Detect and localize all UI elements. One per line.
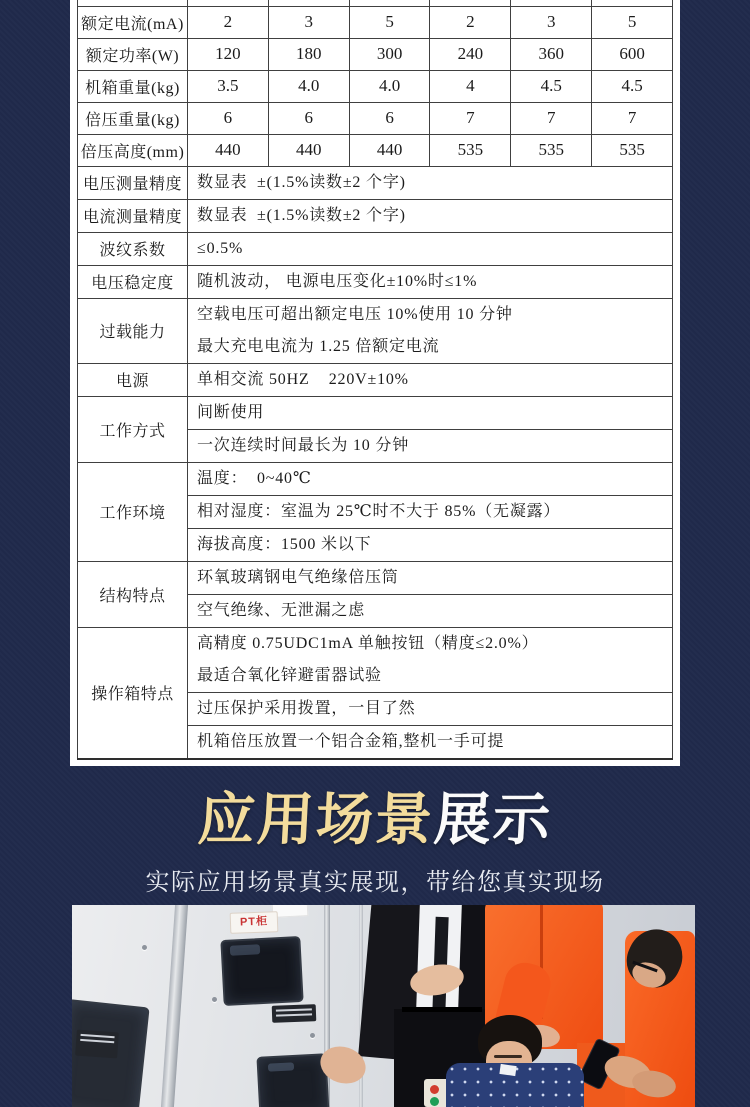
- spec-row-label: 工作方式: [78, 396, 188, 462]
- spec-detail-cell: [188, 199, 673, 232]
- spec-detail-subcell: [188, 562, 672, 594]
- spec-value-cell: 535: [511, 134, 592, 166]
- cabinet-screw: [310, 1033, 315, 1038]
- spec-detail-line: 最大充电电流为 1.25 倍额定电流: [197, 337, 440, 355]
- section-title: [0, 788, 750, 852]
- spec-detail-cell: [188, 298, 673, 363]
- spec-row-label: 电压稳定度: [78, 265, 188, 298]
- spec-detail-subcell: [188, 628, 672, 692]
- spec-detail-line: 空气绝缘、无泄漏之虑: [197, 601, 366, 619]
- spec-detail-line: 过压保护采用拨置，一目了然: [197, 699, 416, 717]
- spec-detail-cell: [188, 265, 673, 298]
- spec-detail-line: 单相交流 50HZ 220V±10%: [197, 370, 409, 388]
- spec-value-cell: 7: [430, 102, 511, 134]
- spec-detail-line: 数显表 ±(1.5%读数±2 个字): [197, 206, 406, 224]
- cabinet-window: [256, 1053, 329, 1107]
- spec-row-label: 额定电流(mA): [78, 6, 188, 38]
- spec-value-cell: 5: [349, 6, 430, 38]
- spec-value-cell: 3: [268, 6, 349, 38]
- spec-detail-row: [78, 232, 673, 265]
- spec-row-label: 过载能力: [78, 298, 188, 363]
- spec-matrix-row: [78, 102, 673, 134]
- spec-detail-cell: [188, 462, 673, 561]
- shirt-collar: [499, 1064, 516, 1076]
- spec-detail-subcell: [188, 528, 672, 561]
- spec-value-cell: 240: [430, 38, 511, 70]
- spec-value-cell: 4.5: [592, 70, 673, 102]
- spec-value-cell: 4.0: [268, 70, 349, 102]
- spec-detail-cell: [188, 363, 673, 396]
- spec-value-cell: 3.5: [188, 70, 269, 102]
- spec-detail-cell: [188, 232, 673, 265]
- spec-detail-line: 随机波动， 电源电压变化±10%时≤1%: [197, 272, 478, 290]
- spec-detail-subcell: [188, 364, 672, 396]
- spec-detail-subcell: [188, 725, 672, 758]
- spec-row-label: 操作箱特点: [78, 627, 188, 759]
- spec-value-cell: 440: [188, 134, 269, 166]
- spec-value-cell: 535: [592, 134, 673, 166]
- belt: [402, 1007, 482, 1012]
- spec-detail-row: [78, 462, 673, 561]
- spec-detail-line: 机箱倍压放置一个铝合金箱,整机一手可提: [197, 732, 505, 750]
- green-indicator-button: [430, 1097, 439, 1106]
- spec-value-cell: 6: [349, 102, 430, 134]
- spec-detail-row: [78, 396, 673, 462]
- spec-value-cell: 535: [430, 134, 511, 166]
- spec-detail-subcell: [188, 463, 672, 495]
- spec-detail-subcell: [188, 692, 672, 725]
- spec-detail-subcell: [188, 167, 672, 199]
- spec-detail-line: 温度： 0~40℃: [197, 469, 312, 487]
- spec-table: [77, 0, 673, 760]
- spec-detail-row: [78, 627, 673, 759]
- spec-value-cell: 2: [430, 6, 511, 38]
- spec-detail-subcell: [188, 266, 672, 298]
- spec-row-label: 电流测量精度: [78, 199, 188, 232]
- spec-detail-line: ≤0.5%: [197, 239, 244, 257]
- spec-detail-subcell: [188, 233, 672, 265]
- spec-value-cell: 440: [268, 134, 349, 166]
- spec-value-cell: 600: [592, 38, 673, 70]
- cabinet-nameplate: [75, 1030, 119, 1059]
- window-glint: [268, 1062, 294, 1071]
- spec-row-label: 机箱重量(kg): [78, 70, 188, 102]
- cabinet-screw: [212, 997, 217, 1002]
- spec-table-body: [78, 0, 673, 759]
- spec-row-label: 电压测量精度: [78, 166, 188, 199]
- spec-value-cell: 7: [511, 102, 592, 134]
- spec-matrix-row: [78, 134, 673, 166]
- spec-row-label: 电源: [78, 363, 188, 396]
- spec-detail-cell: [188, 627, 673, 759]
- spec-detail-subcell: [188, 299, 672, 363]
- cabinet-seam: [161, 905, 188, 1107]
- spec-detail-row: [78, 166, 673, 199]
- spec-detail-subcell: [188, 594, 672, 627]
- spec-value-cell: 4.0: [349, 70, 430, 102]
- spec-detail-row: [78, 298, 673, 363]
- spec-value-cell: 440: [349, 134, 430, 166]
- red-indicator-button: [430, 1085, 439, 1094]
- spec-detail-line: 间断使用: [197, 403, 265, 421]
- spec-detail-line: 空载电压可超出额定电压 10%使用 10 分钟: [197, 305, 513, 323]
- spec-value-cell: 6: [188, 102, 269, 134]
- spec-row-label: 倍压高度(mm): [78, 134, 188, 166]
- spec-value-cell: 180: [268, 38, 349, 70]
- spec-value-cell: 4.5: [511, 70, 592, 102]
- spec-row-label: 结构特点: [78, 561, 188, 627]
- spec-detail-line: 最适合氧化锌避雷器试验: [197, 666, 382, 684]
- section-title-highlight: 应用场景: [196, 788, 436, 852]
- application-scene-photo: [72, 905, 695, 1107]
- cabinet-nameplate: [272, 1004, 317, 1023]
- spec-matrix-row: [78, 6, 673, 38]
- spec-detail-subcell: [188, 397, 672, 429]
- spec-value-cell: 120: [188, 38, 269, 70]
- spec-detail-row: [78, 363, 673, 396]
- spec-detail-cell: [188, 561, 673, 627]
- spec-row-label: 额定功率(W): [78, 38, 188, 70]
- crouching-man-brow: [494, 1055, 522, 1058]
- spec-value-cell: 2: [188, 6, 269, 38]
- spec-matrix-row: [78, 70, 673, 102]
- spec-value-cell: 360: [511, 38, 592, 70]
- window-glint: [230, 944, 260, 956]
- spec-detail-cell: [188, 166, 673, 199]
- cabinet-label: PT柜: [230, 911, 279, 934]
- spec-value-cell: 3: [511, 6, 592, 38]
- spec-row-label: 工作环境: [78, 462, 188, 561]
- spec-detail-line: 一次连续时间最长为 10 分钟: [197, 436, 410, 454]
- spec-detail-subcell: [188, 200, 672, 232]
- spec-row-label: 波纹系数: [78, 232, 188, 265]
- spec-detail-line: 相对湿度：室温为 25℃时不大于 85%（无凝露）: [197, 502, 561, 520]
- spec-detail-line: 海拔高度：1500 米以下: [197, 535, 372, 553]
- spec-value-cell: 5: [592, 6, 673, 38]
- spec-detail-line: 环氧玻璃钢电气绝缘倍压筒: [197, 568, 399, 586]
- spec-detail-cell: [188, 396, 673, 462]
- spec-value-cell: 7: [592, 102, 673, 134]
- spec-row-label: 倍压重量(kg): [78, 102, 188, 134]
- section-subtitle: 实际应用场景真实展现，带给您真实现场: [145, 869, 605, 896]
- spec-value-cell: 6: [268, 102, 349, 134]
- spec-detail-row: [78, 561, 673, 627]
- spec-matrix-row: [78, 38, 673, 70]
- cabinet-screw: [142, 945, 147, 950]
- spec-detail-line: 数显表 ±(1.5%读数±2 个字): [197, 173, 406, 191]
- section-title-rest: 展示: [432, 788, 554, 852]
- spec-value-cell: 300: [349, 38, 430, 70]
- spec-value-cell: 4: [430, 70, 511, 102]
- spec-detail-row: [78, 199, 673, 232]
- spec-detail-row: [78, 265, 673, 298]
- spec-detail-line: 高精度 0.75UDC1mA 单触按钮（精度≤2.0%）: [197, 634, 539, 652]
- spec-detail-subcell: [188, 495, 672, 528]
- spec-table-panel: [70, 0, 680, 766]
- spec-detail-subcell: [188, 429, 672, 462]
